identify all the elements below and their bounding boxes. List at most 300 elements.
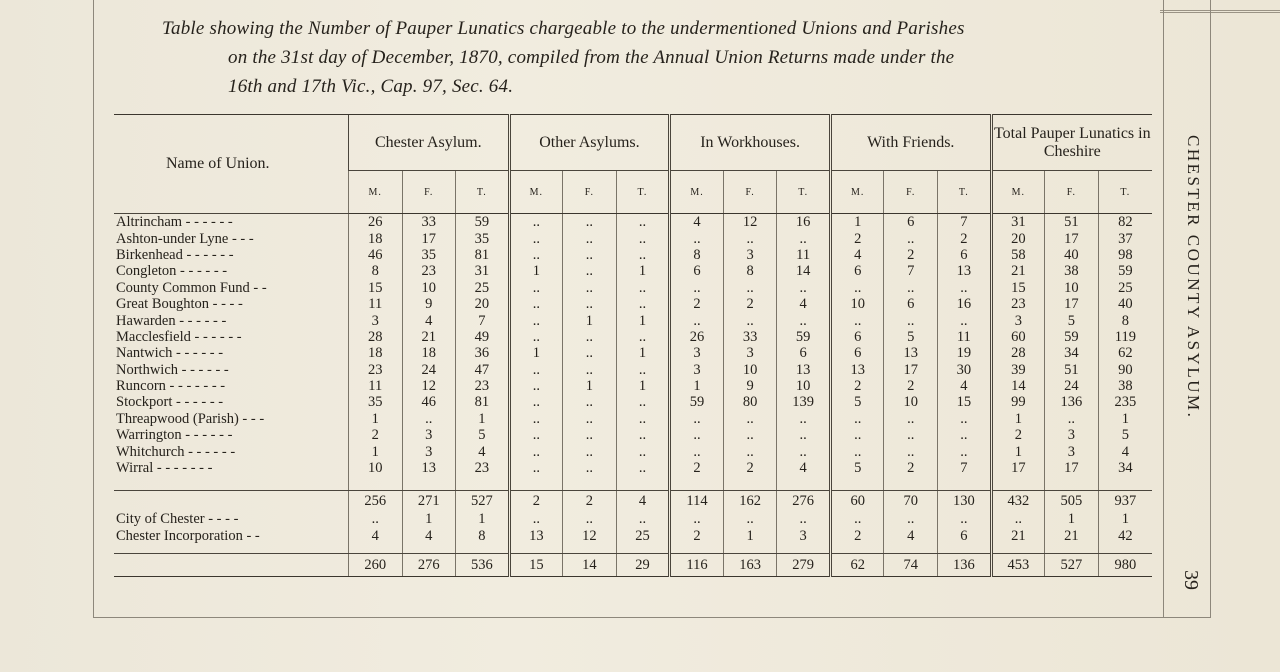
value-cell: ..: [670, 280, 724, 296]
value-cell: 119: [1098, 329, 1152, 345]
value-cell: ..: [563, 345, 617, 361]
value-cell: ..: [723, 312, 777, 328]
value-cell: 4: [830, 247, 884, 263]
value-cell: 1: [616, 345, 670, 361]
value-cell: 12: [723, 214, 777, 231]
value-cell: 8: [456, 528, 510, 544]
value-cell: ..: [991, 511, 1045, 527]
value-cell: 13: [777, 362, 831, 378]
value-cell: 116: [670, 554, 724, 577]
value-cell: 34: [1045, 345, 1099, 361]
value-cell: 4: [616, 491, 670, 512]
table-row: [114, 247, 1152, 263]
value-cell: [563, 544, 617, 554]
subheader-other-asylums-f: F.: [563, 171, 617, 214]
table-row: [114, 312, 1152, 328]
value-cell: ..: [616, 411, 670, 427]
value-cell: ..: [616, 511, 670, 527]
subtotal-row: [114, 491, 1152, 512]
value-cell: ..: [563, 362, 617, 378]
value-cell: 74: [884, 554, 938, 577]
value-cell: ..: [509, 511, 563, 527]
value-cell: ..: [563, 443, 617, 459]
lunatics-table: [114, 114, 1152, 577]
value-cell: [456, 476, 510, 491]
value-cell: 2: [723, 460, 777, 476]
union-name-cell: Wirral - - - - - - -: [116, 460, 213, 477]
table-row: [114, 230, 1152, 246]
value-cell: 937: [1098, 491, 1152, 512]
value-cell: 23: [456, 378, 510, 394]
value-cell: 5: [830, 460, 884, 476]
value-cell: ..: [777, 230, 831, 246]
value-cell: 2: [884, 460, 938, 476]
value-cell: ..: [777, 312, 831, 328]
value-cell: 18: [402, 345, 456, 361]
subheader-with-friends-f: F.: [884, 171, 938, 214]
value-cell: 34: [1098, 460, 1152, 476]
running-head: CHESTER COUNTY ASYLUM.: [1184, 135, 1203, 420]
value-cell: 21: [1045, 528, 1099, 544]
value-cell: ..: [616, 247, 670, 263]
value-cell: 49: [456, 329, 510, 345]
value-cell: 7: [938, 460, 992, 476]
value-cell: 59: [456, 214, 510, 231]
value-cell: 1: [1045, 511, 1099, 527]
value-cell: ..: [670, 427, 724, 443]
value-cell: 82: [1098, 214, 1152, 231]
value-cell: 162: [723, 491, 777, 512]
value-cell: 10: [884, 394, 938, 410]
value-cell: 6: [884, 214, 938, 231]
union-name-cell: County Common Fund - -: [116, 279, 267, 296]
value-cell: 1: [509, 345, 563, 361]
value-cell: 70: [884, 491, 938, 512]
value-cell: 39: [991, 362, 1045, 378]
group-header-with-friends: With Friends.: [830, 115, 991, 171]
value-cell: ..: [670, 411, 724, 427]
value-cell: ..: [402, 411, 456, 427]
value-cell: 13: [938, 263, 992, 279]
union-name-cell: [114, 544, 348, 554]
value-cell: 31: [456, 263, 510, 279]
value-cell: ..: [830, 312, 884, 328]
value-cell: 432: [991, 491, 1045, 512]
value-cell: 136: [1045, 394, 1099, 410]
value-cell: 130: [938, 491, 992, 512]
union-name-cell: Chester Incorporation - -: [116, 527, 260, 544]
value-cell: 6: [884, 296, 938, 312]
value-cell: 58: [991, 247, 1045, 263]
value-cell: ..: [670, 511, 724, 527]
value-cell: 59: [670, 394, 724, 410]
group-header-chester-asylum: Chester Asylum.: [348, 115, 509, 171]
value-cell: 21: [991, 263, 1045, 279]
value-cell: 235: [1098, 394, 1152, 410]
value-cell: ..: [884, 230, 938, 246]
value-cell: [402, 544, 456, 554]
page-number: 39: [1180, 570, 1202, 590]
caption-line-3: 16th and 17th Vic., Cap. 97, Sec. 64.: [228, 76, 514, 97]
value-cell: 80: [723, 394, 777, 410]
value-cell: 25: [456, 280, 510, 296]
subheader-with-friends-t: T.: [938, 171, 992, 214]
value-cell: ..: [938, 411, 992, 427]
value-cell: ..: [723, 280, 777, 296]
value-cell: ..: [777, 280, 831, 296]
value-cell: 2: [991, 427, 1045, 443]
value-cell: 1: [348, 411, 402, 427]
value-cell: ..: [830, 280, 884, 296]
value-cell: ..: [830, 443, 884, 459]
page-edge-rule: [1160, 0, 1280, 13]
union-name-cell: Birkenhead - - - - - -: [116, 246, 234, 263]
name-of-union-header: Name of Union.: [114, 115, 348, 214]
value-cell: 10: [777, 378, 831, 394]
value-cell: ..: [830, 427, 884, 443]
value-cell: 9: [723, 378, 777, 394]
grand-total-row: [114, 554, 1152, 577]
value-cell: ..: [884, 427, 938, 443]
value-cell: ..: [884, 280, 938, 296]
table-row: [114, 214, 1152, 231]
value-cell: 11: [938, 329, 992, 345]
table-row: [114, 443, 1152, 459]
value-cell: 33: [723, 329, 777, 345]
value-cell: 11: [777, 247, 831, 263]
value-cell: 59: [1045, 329, 1099, 345]
value-cell: 15: [509, 554, 563, 577]
value-cell: 1: [348, 443, 402, 459]
value-cell: 2: [884, 378, 938, 394]
value-cell: ..: [938, 280, 992, 296]
value-cell: [723, 544, 777, 554]
value-cell: 30: [938, 362, 992, 378]
value-cell: 62: [1098, 345, 1152, 361]
value-cell: 6: [670, 263, 724, 279]
value-cell: 4: [777, 296, 831, 312]
value-cell: ..: [884, 312, 938, 328]
union-name-cell: Great Boughton - - - -: [116, 296, 243, 313]
value-cell: [1045, 544, 1099, 554]
union-name-cell: Threapwood (Parish) - - -: [116, 410, 265, 427]
value-cell: 1: [1098, 511, 1152, 527]
value-cell: 3: [723, 247, 777, 263]
value-cell: ..: [670, 230, 724, 246]
value-cell: ..: [509, 394, 563, 410]
value-cell: ..: [509, 230, 563, 246]
value-cell: 42: [1098, 528, 1152, 544]
value-cell: ..: [884, 511, 938, 527]
value-cell: 10: [348, 460, 402, 476]
value-cell: [884, 476, 938, 491]
value-cell: [509, 476, 563, 491]
value-cell: 23: [991, 296, 1045, 312]
subheader-with-friends-m: M.: [830, 171, 884, 214]
value-cell: 25: [1098, 280, 1152, 296]
value-cell: 3: [402, 443, 456, 459]
value-cell: ..: [723, 511, 777, 527]
value-cell: ..: [563, 511, 617, 527]
value-cell: ..: [616, 460, 670, 476]
subheader-other-asylums-m: M.: [509, 171, 563, 214]
value-cell: 1: [991, 443, 1045, 459]
value-cell: 8: [1098, 312, 1152, 328]
value-cell: 60: [830, 491, 884, 512]
value-cell: 4: [402, 312, 456, 328]
value-cell: 1: [509, 263, 563, 279]
value-cell: 10: [402, 280, 456, 296]
value-cell: 18: [348, 230, 402, 246]
value-cell: 9: [402, 296, 456, 312]
value-cell: ..: [1045, 411, 1099, 427]
value-cell: [884, 544, 938, 554]
value-cell: 1: [616, 263, 670, 279]
value-cell: 163: [723, 554, 777, 577]
value-cell: 4: [1098, 443, 1152, 459]
value-cell: 46: [402, 394, 456, 410]
spacer-row: [114, 544, 1152, 554]
value-cell: ..: [563, 460, 617, 476]
subheader-in-workhouses-f: F.: [723, 171, 777, 214]
value-cell: 4: [402, 528, 456, 544]
value-cell: 26: [348, 214, 402, 231]
subheader-total-f: F.: [1045, 171, 1099, 214]
table-caption: [110, 14, 1150, 101]
value-cell: ..: [509, 460, 563, 476]
group-header-in-workhouses: In Workhouses.: [670, 115, 831, 171]
value-cell: 3: [777, 528, 831, 544]
union-name-cell: Runcorn - - - - - - -: [116, 378, 226, 395]
value-cell: ..: [616, 443, 670, 459]
value-cell: 453: [991, 554, 1045, 577]
union-name-cell: Macclesfield - - - - - -: [116, 328, 242, 345]
value-cell: 3: [723, 345, 777, 361]
right-border-rule: [1163, 0, 1164, 618]
union-name-cell: Hawarden - - - - - -: [116, 312, 227, 329]
value-cell: 5: [830, 394, 884, 410]
value-cell: ..: [777, 511, 831, 527]
value-cell: 28: [348, 329, 402, 345]
bottom-border-rule: [93, 617, 1211, 618]
value-cell: 8: [670, 247, 724, 263]
value-cell: 12: [563, 528, 617, 544]
union-name-cell: Ashton-under Lyne - - -: [116, 230, 254, 247]
subheader-other-asylums-t: T.: [616, 171, 670, 214]
value-cell: ..: [563, 280, 617, 296]
value-cell: ..: [563, 263, 617, 279]
value-cell: 4: [938, 378, 992, 394]
value-cell: 10: [1045, 280, 1099, 296]
subheader-chester-asylum-m: M.: [348, 171, 402, 214]
value-cell: ..: [563, 427, 617, 443]
value-cell: 59: [777, 329, 831, 345]
value-cell: ..: [563, 214, 617, 231]
value-cell: 2: [670, 528, 724, 544]
value-cell: 38: [1098, 378, 1152, 394]
value-cell: 13: [884, 345, 938, 361]
value-cell: 15: [991, 280, 1045, 296]
union-name-cell: Warrington - - - - - -: [116, 427, 233, 444]
table-row: [114, 345, 1152, 361]
value-cell: 1: [563, 378, 617, 394]
table-row: [114, 460, 1152, 476]
value-cell: 17: [1045, 296, 1099, 312]
value-cell: [402, 476, 456, 491]
value-cell: 3: [670, 362, 724, 378]
value-cell: ..: [563, 247, 617, 263]
value-cell: 28: [991, 345, 1045, 361]
value-cell: 1: [991, 411, 1045, 427]
value-cell: 14: [991, 378, 1045, 394]
value-cell: 35: [456, 230, 510, 246]
table-row: [114, 362, 1152, 378]
value-cell: 3: [991, 312, 1045, 328]
value-cell: 1: [1098, 411, 1152, 427]
value-cell: ..: [616, 394, 670, 410]
value-cell: 18: [348, 345, 402, 361]
value-cell: 19: [938, 345, 992, 361]
value-cell: 12: [402, 378, 456, 394]
value-cell: ..: [509, 362, 563, 378]
group-header-total: Total Pauper Lunatics in Cheshire: [991, 115, 1152, 171]
value-cell: ..: [884, 443, 938, 459]
value-cell: ..: [616, 296, 670, 312]
value-cell: 24: [1045, 378, 1099, 394]
value-cell: 33: [402, 214, 456, 231]
value-cell: 17: [884, 362, 938, 378]
table-row: [114, 263, 1152, 279]
value-cell: 15: [348, 280, 402, 296]
union-name-cell: Northwich - - - - - -: [116, 361, 229, 378]
value-cell: ..: [509, 214, 563, 231]
value-cell: ..: [616, 230, 670, 246]
value-cell: 38: [1045, 263, 1099, 279]
value-cell: [1045, 476, 1099, 491]
value-cell: 8: [348, 263, 402, 279]
value-cell: ..: [563, 394, 617, 410]
value-cell: 10: [830, 296, 884, 312]
value-cell: ..: [509, 378, 563, 394]
value-cell: 3: [1045, 443, 1099, 459]
table-row: [114, 427, 1152, 443]
value-cell: 260: [348, 554, 402, 577]
union-name-cell: [114, 554, 348, 577]
value-cell: [991, 544, 1045, 554]
value-cell: ..: [616, 329, 670, 345]
value-cell: 2: [670, 460, 724, 476]
value-cell: 271: [402, 491, 456, 512]
subheader-chester-asylum-t: T.: [456, 171, 510, 214]
table-row: [114, 528, 1152, 544]
value-cell: 1: [402, 511, 456, 527]
value-cell: 139: [777, 394, 831, 410]
value-cell: ..: [884, 411, 938, 427]
value-cell: 505: [1045, 491, 1099, 512]
value-cell: 136: [938, 554, 992, 577]
value-cell: 51: [1045, 362, 1099, 378]
table-row: [114, 296, 1152, 312]
value-cell: 980: [1098, 554, 1152, 577]
subheader-in-workhouses-t: T.: [777, 171, 831, 214]
value-cell: ..: [616, 427, 670, 443]
value-cell: ..: [509, 296, 563, 312]
value-cell: ..: [509, 427, 563, 443]
value-cell: [456, 544, 510, 554]
value-cell: 6: [938, 528, 992, 544]
value-cell: [777, 476, 831, 491]
subheader-total-m: M.: [991, 171, 1045, 214]
value-cell: 11: [348, 378, 402, 394]
value-cell: 6: [938, 247, 992, 263]
table-row: [114, 280, 1152, 296]
value-cell: 1: [616, 378, 670, 394]
value-cell: [348, 544, 402, 554]
union-name-cell: Whitchurch - - - - - -: [116, 443, 236, 460]
value-cell: 20: [991, 230, 1045, 246]
value-cell: 46: [348, 247, 402, 263]
value-cell: 1: [670, 378, 724, 394]
value-cell: ..: [723, 230, 777, 246]
value-cell: 6: [830, 263, 884, 279]
value-cell: 23: [348, 362, 402, 378]
value-cell: 5: [884, 329, 938, 345]
value-cell: 2: [563, 491, 617, 512]
value-cell: 11: [348, 296, 402, 312]
value-cell: [938, 544, 992, 554]
value-cell: 35: [402, 247, 456, 263]
value-cell: ..: [563, 411, 617, 427]
value-cell: 40: [1098, 296, 1152, 312]
value-cell: 7: [456, 312, 510, 328]
value-cell: 4: [456, 443, 510, 459]
value-cell: ..: [938, 312, 992, 328]
value-cell: 276: [402, 554, 456, 577]
value-cell: 2: [884, 247, 938, 263]
value-cell: 36: [456, 345, 510, 361]
value-cell: ..: [938, 443, 992, 459]
value-cell: 2: [670, 296, 724, 312]
value-cell: 1: [830, 214, 884, 231]
value-cell: 25: [616, 528, 670, 544]
value-cell: 13: [402, 460, 456, 476]
value-cell: 2: [509, 491, 563, 512]
value-cell: 98: [1098, 247, 1152, 263]
value-cell: 10: [723, 362, 777, 378]
union-name-cell: City of Chester - - - -: [116, 511, 239, 528]
value-cell: 276: [777, 491, 831, 512]
value-cell: 23: [402, 263, 456, 279]
value-cell: 5: [1098, 427, 1152, 443]
caption-line-2: on the 31st day of December, 1870, compiled from the Annual Union Returns made under the: [228, 47, 955, 68]
value-cell: 1: [616, 312, 670, 328]
value-cell: 4: [777, 460, 831, 476]
value-cell: 40: [1045, 247, 1099, 263]
value-cell: 31: [991, 214, 1045, 231]
value-cell: 35: [348, 394, 402, 410]
value-cell: ..: [723, 427, 777, 443]
union-name-cell: Altrincham - - - - - -: [116, 214, 233, 231]
union-name-cell: Stockport - - - - - -: [116, 394, 224, 411]
value-cell: [1098, 544, 1152, 554]
outer-border-rule: [1210, 0, 1211, 618]
value-cell: 2: [830, 378, 884, 394]
value-cell: 2: [348, 427, 402, 443]
value-cell: 13: [830, 362, 884, 378]
value-cell: ..: [723, 443, 777, 459]
value-cell: 5: [456, 427, 510, 443]
value-cell: ..: [777, 411, 831, 427]
